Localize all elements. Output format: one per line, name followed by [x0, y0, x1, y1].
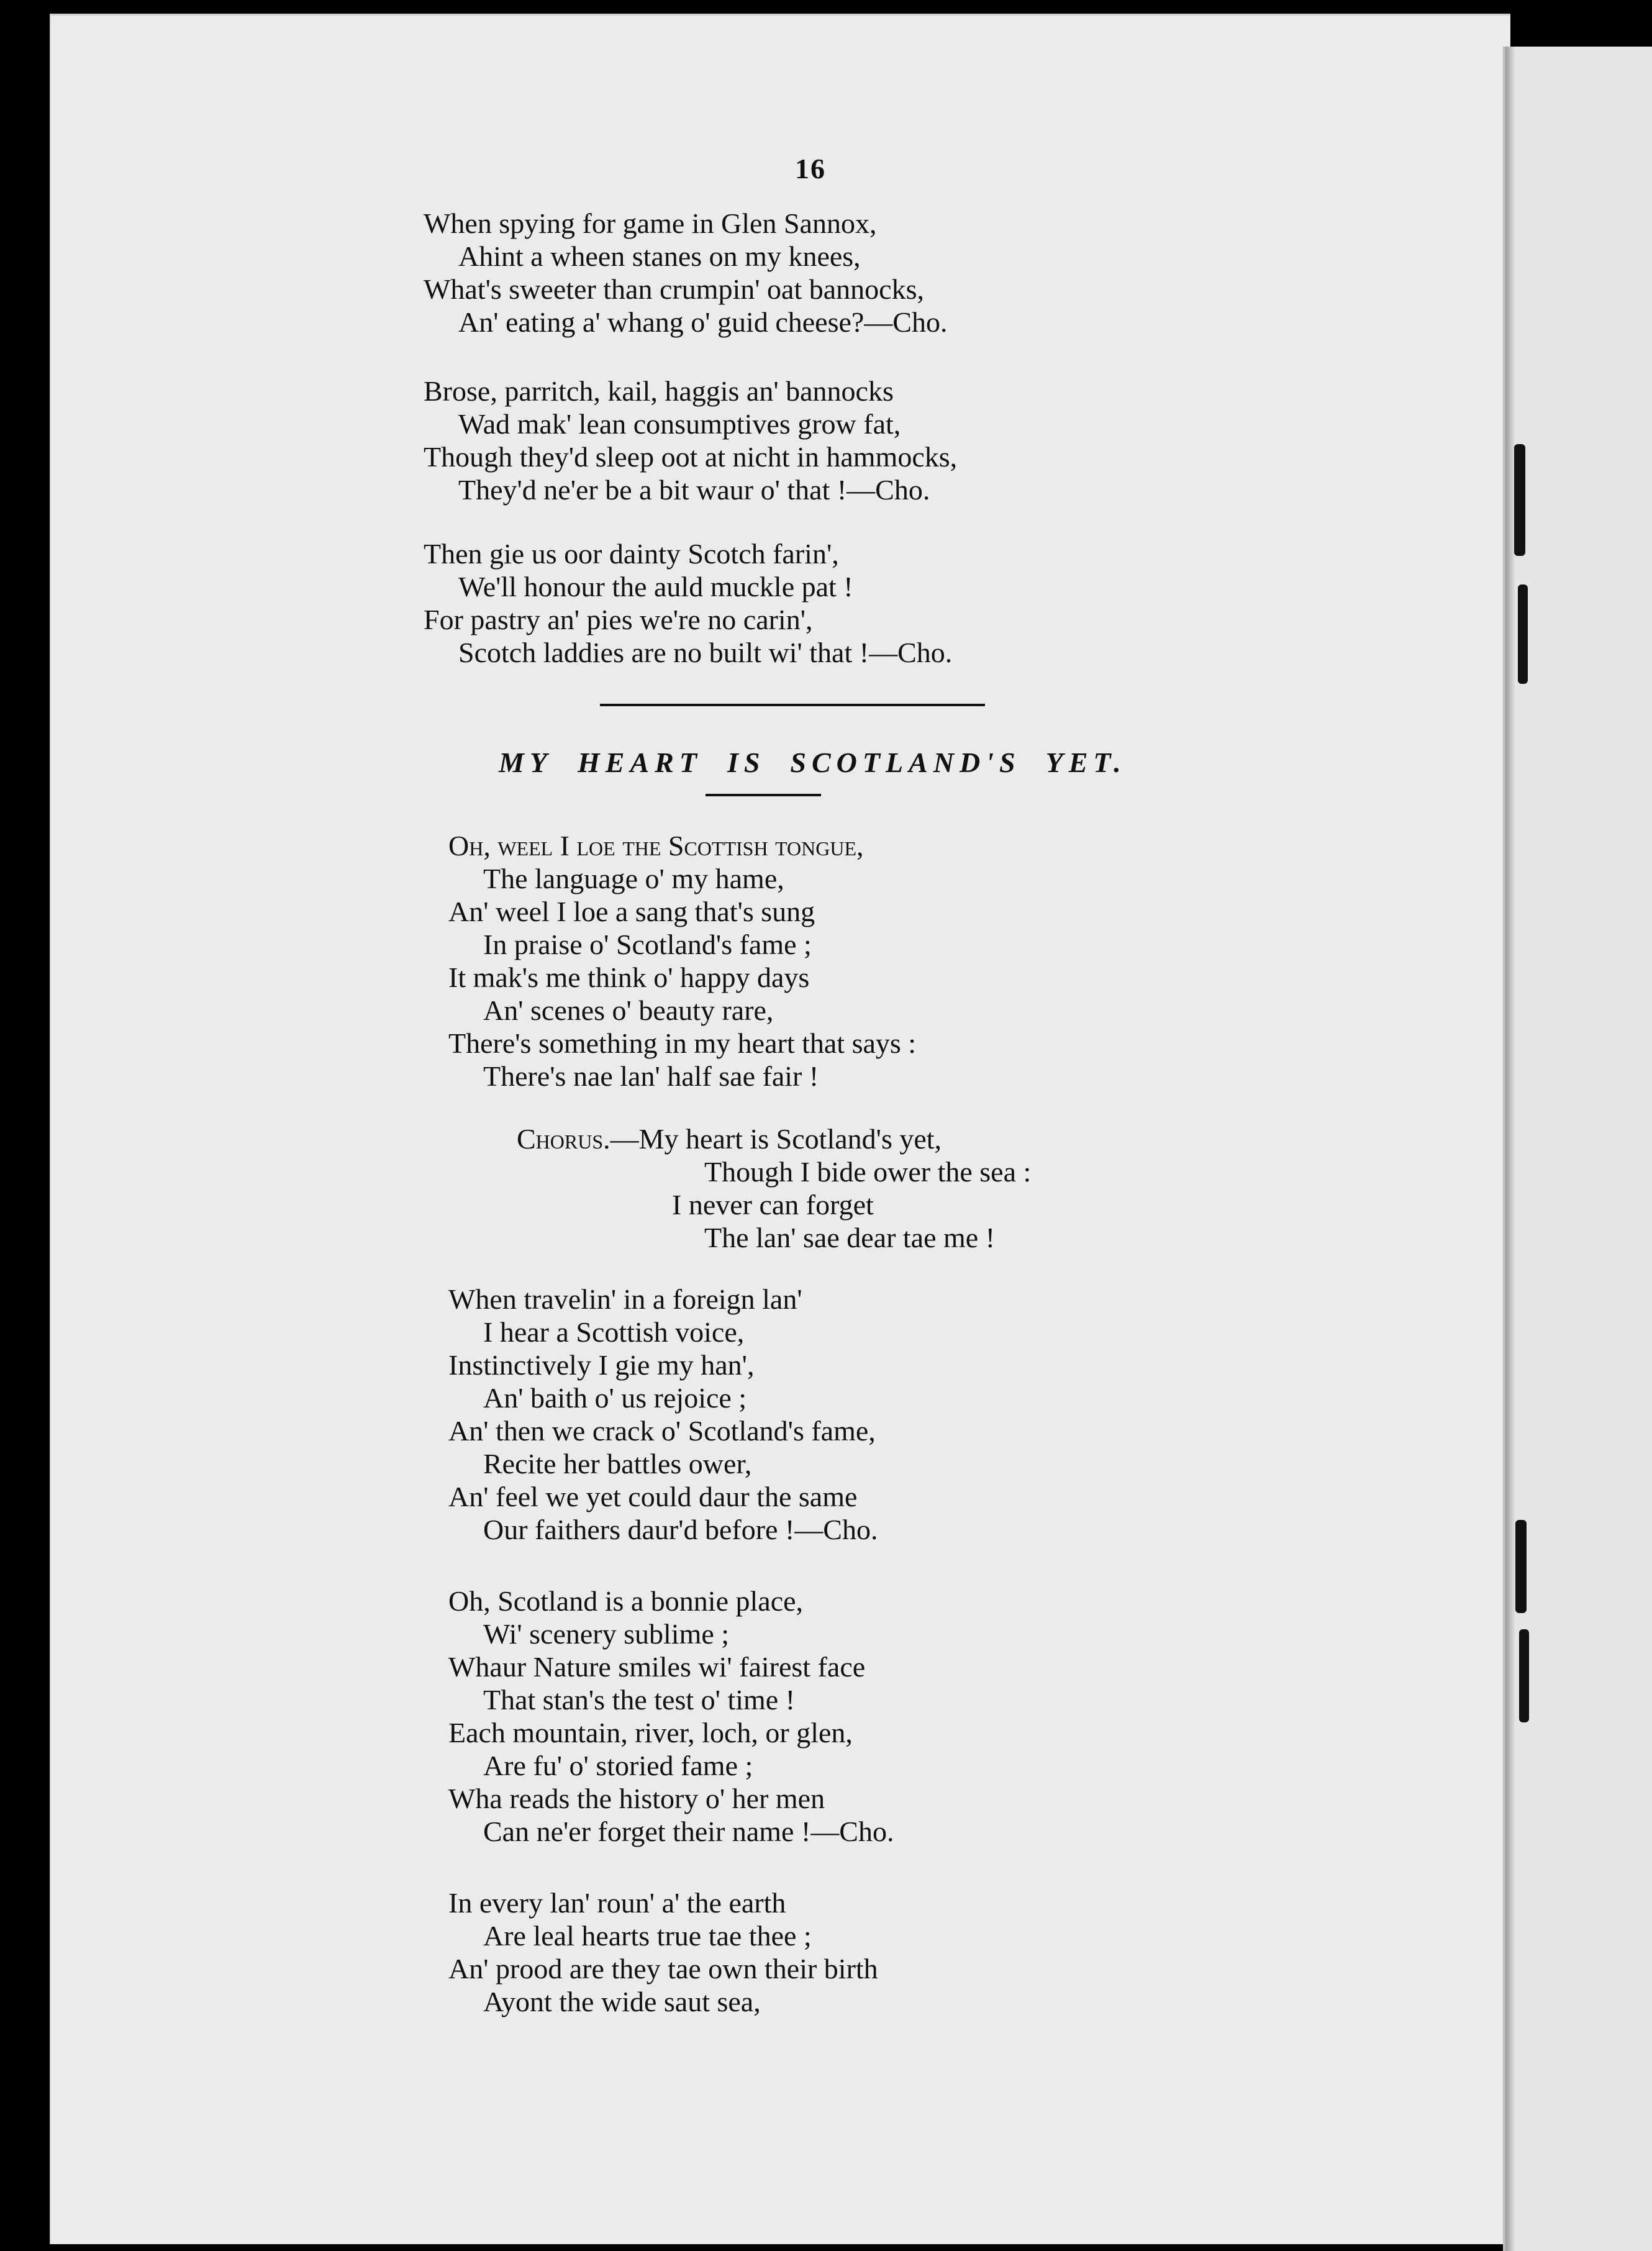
- song-title-word: SCOTLAND'S: [790, 747, 1021, 778]
- verse-line: In every lan' roun' a' the earth: [448, 1887, 786, 1919]
- verse-line: Our faithers daur'd before !—Cho.: [483, 1514, 878, 1545]
- verse-line: An' prood are they tae own their birth: [448, 1953, 878, 1985]
- binding-mark: [1518, 584, 1528, 684]
- chorus-line: The lan' sae dear tae me !: [704, 1222, 996, 1253]
- verse-line: An' weel I loe a sang that's sung: [448, 896, 815, 927]
- verse-line: Brose, parritch, kail, haggis an' bannocks: [424, 375, 894, 407]
- stanza-3: [424, 537, 952, 669]
- verse-line: There's nae lan' half sae fair !: [483, 1060, 819, 1092]
- verse-line: Ayont the wide saut sea,: [483, 1986, 761, 2017]
- verse-line: When spying for game in Glen Sannox,: [424, 207, 877, 239]
- verse-line: An' then we crack o' Scotland's fame,: [448, 1415, 876, 1447]
- book-page: [50, 14, 1510, 2244]
- verse-line: Wad mak' lean consumptives grow fat,: [458, 408, 901, 440]
- stanza-1: [424, 207, 947, 339]
- verse-line: Are fu' o' storied fame ;: [483, 1750, 753, 1781]
- chorus-label: Chorus.: [517, 1123, 610, 1155]
- chorus-line: Though I bide ower the sea :: [704, 1156, 1032, 1188]
- verse-line: Instinctively I gie my han',: [448, 1349, 755, 1381]
- verse-line: Each mountain, river, loch, or glen,: [448, 1717, 853, 1749]
- binding-mark: [1515, 1520, 1527, 1613]
- chorus: [517, 1122, 1031, 1254]
- chorus-line: I never can forget: [672, 1189, 874, 1221]
- verse-line: Then gie us oor dainty Scotch farin',: [424, 538, 839, 570]
- verse-line: Scotch laddies are no built wi' that !—Cho.: [458, 637, 953, 668]
- song-stanza-2: [448, 1283, 878, 1546]
- page-number: 16: [795, 153, 826, 184]
- song-title-word: IS: [727, 747, 766, 778]
- stanza-2: [424, 375, 957, 506]
- song-title-word: MY: [499, 747, 553, 778]
- song-stanza-3: [448, 1585, 894, 1848]
- verse-line: An' eating a' whang o' guid cheese?—Cho.: [458, 306, 948, 338]
- verse-line: Whaur Nature smiles wi' fairest face: [448, 1651, 866, 1683]
- verse-line: They'd ne'er be a bit waur o' that !—Cho.: [458, 474, 930, 506]
- section-divider: [600, 704, 985, 706]
- song-stanza-4: [448, 1886, 878, 2018]
- binding-mark: [1519, 1629, 1529, 1722]
- facing-page-edge: [1503, 47, 1652, 2251]
- verse-line: In praise o' Scotland's fame ;: [483, 929, 812, 960]
- verse-line: An' feel we yet could daur the same: [448, 1481, 858, 1512]
- verse-line: Are leal hearts true tae thee ;: [483, 1920, 812, 1952]
- verse-line: Ahint a wheen stanes on my knees,: [458, 240, 861, 272]
- verse-line: There's something in my heart that says :: [448, 1027, 917, 1059]
- song-title-word: HEART: [578, 747, 702, 778]
- verse-line: Though they'd sleep oot at nicht in hammocks,: [424, 441, 958, 473]
- verse-line: It mak's me think o' happy days: [448, 962, 810, 993]
- verse-line: An' scenes o' beauty rare,: [483, 994, 774, 1026]
- verse-line: An' baith o' us rejoice ;: [483, 1382, 747, 1414]
- binding-mark: [1514, 444, 1525, 556]
- verse-line: Wha reads the history o' her men: [448, 1783, 825, 1814]
- verse-line: For pastry an' pies we're no carin',: [424, 604, 813, 635]
- song-stanza-1: [448, 829, 916, 1093]
- verse-line: Oh, weel I loe the Scottish tongue,: [448, 830, 864, 862]
- verse-line: Oh, Scotland is a bonnie place,: [448, 1585, 804, 1617]
- title-underline: [706, 794, 821, 796]
- song-title-word: YET.: [1045, 747, 1127, 778]
- verse-line: Wi' scenery sublime ;: [483, 1618, 730, 1650]
- verse-line: That stan's the test o' time !: [483, 1684, 796, 1716]
- verse-line: The language o' my hame,: [483, 863, 784, 894]
- verse-line: I hear a Scottish voice,: [483, 1316, 745, 1348]
- verse-line: Recite her battles ower,: [483, 1448, 752, 1480]
- verse-line: What's sweeter than crumpin' oat bannocks,: [424, 273, 924, 305]
- chorus-line: Chorus.—My heart is Scotland's yet,: [517, 1123, 942, 1155]
- verse-line: Can ne'er forget their name !—Cho.: [483, 1816, 894, 1847]
- song-title: [499, 746, 1127, 779]
- verse-line: When travelin' in a foreign lan': [448, 1283, 802, 1315]
- page-gutter-shadow: [1505, 47, 1515, 2251]
- verse-line: We'll honour the auld muckle pat !: [458, 571, 853, 603]
